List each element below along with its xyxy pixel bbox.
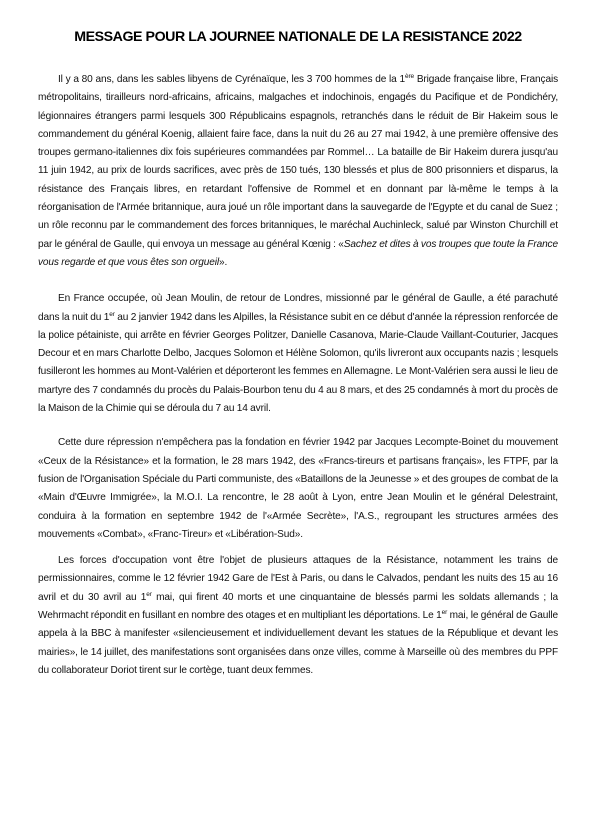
de-gaulle-quote: Sachez et dites à vos troupes que toute la France vous regarde et que vous êtes son orgueil xyxy=(38,238,558,268)
paragraph-france-occupee xyxy=(38,290,558,418)
superscript: ère xyxy=(404,73,414,80)
paragraph-text: mai, qui firent 40 morts et une cinquantaine de blessés parmi les soldats allemands ; la Wehrmacht répondit en fusillant en nombre des otages et en multipliant les déportations. Le 1 xyxy=(38,591,558,622)
paragraph-text: au 2 janvier 1942 dans les Alpilles, la Résistance subit en ce début d'année la répression renforcée de la police pétainiste, qui arrête en février Georges Politzer, Danielle Casanova, Marie-Claude Vaillant-Couturier, Jacques Decour et en mars Charlotte Delbo, Jacques Solomon et Hélène Solomon, qu'ils livreront aux occupants nazis ; lesquels fusilleront les hommes au Mont-Valérien et déporteront les femmes en Allemagne. Le Mont-Valérien sera aussi le lieu de martyre des 7 condamnés du procès du Palais-Bourbon tenu du 4 au 8 mars, et des 25 condamnés à mort du procès de la Maison de la Chimie qui se déroula du 7 au 14 avril. xyxy=(38,311,558,415)
superscript: er xyxy=(441,609,448,617)
paragraph-attaques-resistance xyxy=(38,552,558,680)
paragraph-bir-hakeim xyxy=(38,71,558,272)
paragraph-text: mai, le général de Gaulle appela à la BBC à manifester «silencieusement et individuellement devant les statues de la République et devant les mairies», le 14 juillet, des manifestations sont organisées dans onze villes, comme à Marseille où des membres du PPF du collaborateur Doriot tirent sur le cortège, tuant deux femmes. xyxy=(38,610,558,676)
superscript: er xyxy=(146,590,152,598)
paragraph-text: En France occupée, où Jean Moulin, de retour de Londres, missionné par le général de Gaulle, a été parachuté dans la nuit du 1 xyxy=(38,293,558,323)
paragraph-text: Brigade française libre, Français métropolitains, tirailleurs nord-africains, africains, malgaches et indochinois, engagés du Pacifique et de Pondichéry, légionnaires étrangers parmi lesquels 300 Républicains espagnols, retranchés dans le réduit de Bir Hakeim sous le commandement du général Koenig, allaient faire face, dans la nuit du 26 au 27 mai 1942, à une première offensive des troupes germano-italiennes dix fois supérieures commandées par Rommel… La bataille de Bir Hakeim durera jusqu'au 11 juin 1942, au prix de lourds sacrifices, avec près de 150 tués, 130 blessés et plus de 800 prisonniers et disparus, la résistance des Français libres, en retardant l'offensive de Rommel et en donnant par là-même le temps à la réorganisation de l'Armée britannique, aura joué un rôle important dans la sauvegarde de l'Egypte et du canal de Suez ; un rôle reconnu par le commandement des forces britanniques, le maréchal Auchinleck, salué par Winston Churchill et par le général de Gaulle, qui envoya un message au général Kœnig : « xyxy=(38,74,558,250)
superscript: er xyxy=(109,310,115,318)
paragraph-text: Il y a 80 ans, dans les sables libyens de Cyrénaïque, les 3 700 hommes de la 1 xyxy=(58,74,405,85)
paragraph-text: Cette dure répression n'empêchera pas la fondation en février 1942 par Jacques Lecompte-Boinet du mouvement «Ceux de la Résistance» et la formation, le 28 mars 1942, des «Francs-tireurs et partisans français», les FTPF, par la fusion de l'Organisation Spéciale du Parti communiste, des «Bataillons de la Jeunesse » et des groupes de combat de la «Main d'Œuvre Immigrée», la M.O.I. La rencontre, le 28 août à Lyon, entre Jean Moulin et le général Delestraint, conduira à la formation en septembre 1942 de l'«Armée Secrète», l'A.S., regroupant les structures armées des mouvements «Combat», «Franc-Tireur» et «Libération-Sud». xyxy=(38,437,558,540)
paragraph-text: Les forces d'occupation vont être l'objet de plusieurs attaques de la Résistance, notamment les trains de permissionnaires, comme le 12 février 1942 Gare de l'Est à Paris, ou dans le Calvados, pendant les nuits des 15 au 16 avril et du 30 avril au 1 xyxy=(38,555,558,603)
paragraph-fondation-mouvements xyxy=(38,434,558,544)
paragraph-text: ». xyxy=(218,256,228,268)
document-title: MESSAGE POUR LA JOURNEE NATIONALE DE LA RESISTANCE 2022 xyxy=(74,29,522,45)
